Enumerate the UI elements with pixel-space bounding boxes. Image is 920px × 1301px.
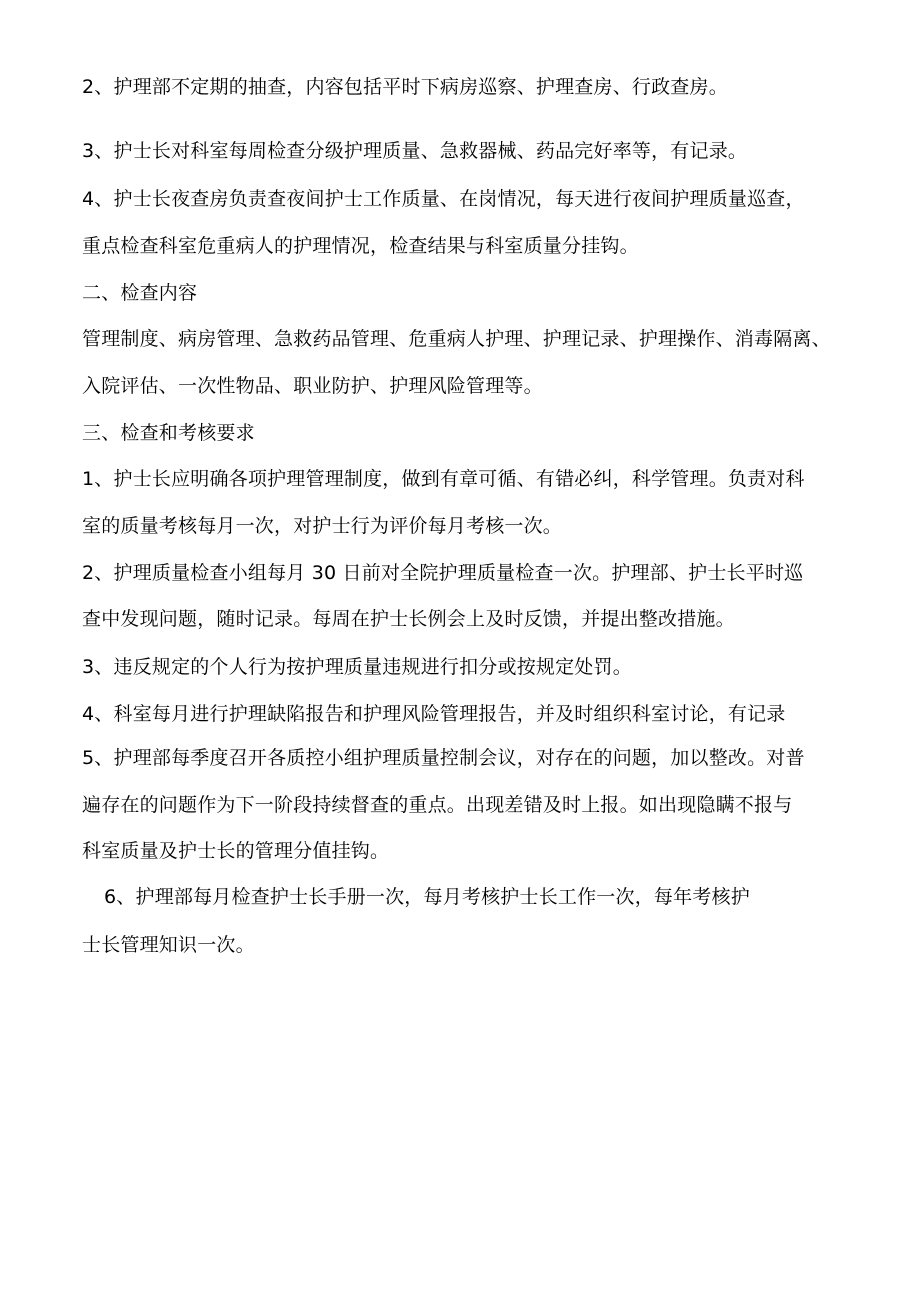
text-line: 1、护士长应明确各项护理管理制度，做到有章可循、有错必纠，科学管理。负责对科 (82, 468, 805, 490)
text-line: 士长管理知识一次。 (82, 934, 255, 956)
text-line: 科室质量及护士长的管理分值挂钩。 (82, 840, 390, 862)
text-line: 4、护士长夜查房负责查夜间护士工作质量、在岗情况，每天进行夜间护理质量巡查， (82, 188, 805, 210)
text-line: 3、违反规定的个人行为按护理质量违规进行扣分或按规定处罚。 (82, 656, 632, 678)
text-line: 2、护理部不定期的抽查，内容包括平时下病房巡察、护理查房、行政查房。 (82, 76, 728, 98)
section-heading: 二、检查内容 (82, 282, 198, 304)
text-line: 入院评估、一次性物品、职业防护、护理风险管理等。 (82, 375, 543, 397)
text-line: 6、护理部每月检查护士长手册一次，每月考核护士长工作一次，每年考核护 (104, 886, 750, 908)
section-heading: 三、检查和考核要求 (82, 422, 255, 444)
text-line: 重点检查科室危重病人的护理情况，检查结果与科室质量分挂钩。 (82, 235, 639, 257)
text-line: 室的质量考核每月一次，对护士行为评价每月考核一次。 (82, 515, 563, 537)
text-line: 5、护理部每季度召开各质控小组护理质量控制会议，对存在的问题，加以整改。对普 (82, 747, 805, 769)
text-line: 遍存在的问题作为下一阶段持续督查的重点。出现差错及时上报。如出现隐瞒不报与 (82, 794, 793, 816)
text-line: 2、护理质量检查小组每月 30 日前对全院护理质量检查一次。护理部、护士长平时巡 (82, 562, 804, 584)
text-line: 4、科室每月进行护理缺陷报告和护理风险管理报告，并及时组织科室讨论，有记录 (82, 703, 786, 725)
text-line: 查中发现问题，随时记录。每周在护士长例会上及时反馈，并提出整改措施。 (82, 608, 735, 630)
text-line: 3、护士长对科室每周检查分级护理质量、急救器械、药品完好率等，有记录。 (82, 140, 748, 162)
text-line: 管理制度、病房管理、急救药品管理、危重病人护理、护理记录、护理操作、消毒隔离、 (82, 328, 831, 350)
